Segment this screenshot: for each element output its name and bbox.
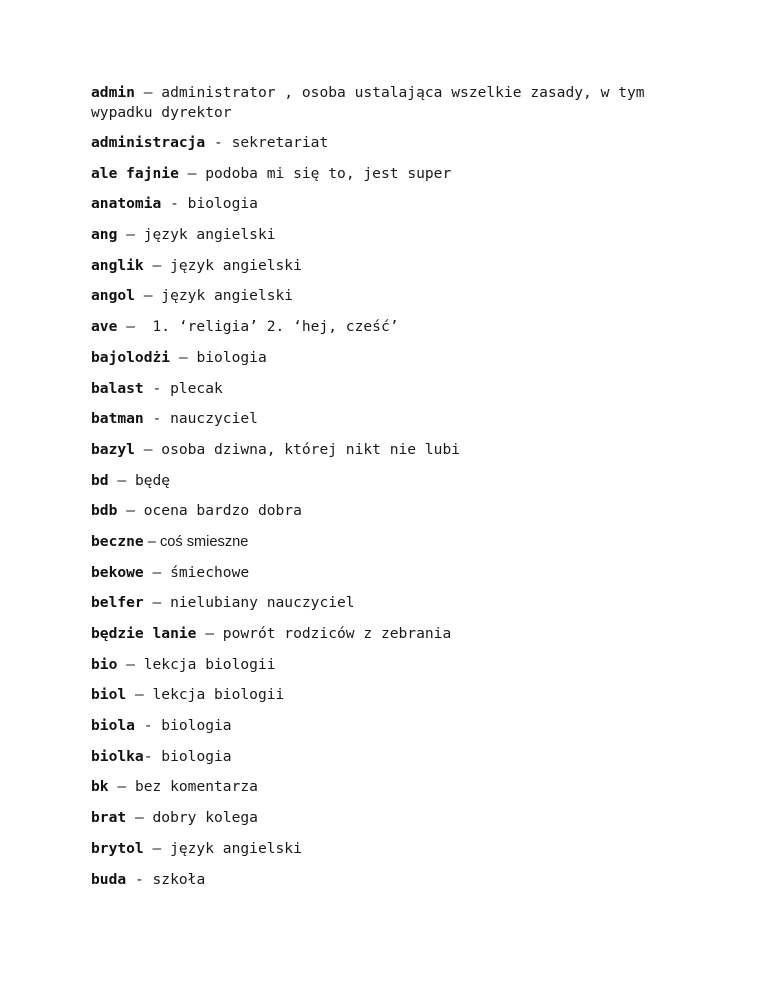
- entry-term: beczne: [91, 532, 144, 550]
- entry-definition: dobry kolega: [152, 809, 258, 827]
- entry-definition: śmiechowe: [170, 563, 250, 581]
- entry-separator: -: [134, 717, 162, 735]
- entry-separator: –: [143, 563, 171, 581]
- entry-term: belfer: [91, 594, 144, 612]
- entry-definition: będę: [134, 471, 171, 489]
- entry-term: anglik: [91, 256, 144, 274]
- glossary-entry: [91, 409, 691, 429]
- entry-separator: –: [117, 318, 144, 336]
- entry-separator: –: [117, 655, 144, 673]
- entry-separator: –: [143, 594, 171, 612]
- glossary-entry: [91, 532, 691, 552]
- entry-term: bdb: [91, 502, 118, 520]
- entry-separator: –: [134, 287, 162, 305]
- entry-definition: podoba mi się to, jest super: [205, 164, 452, 182]
- entry-term: buda: [91, 870, 127, 888]
- entry-term: bazyl: [91, 440, 135, 458]
- glossary-entry: [91, 133, 691, 153]
- glossary-entry: [91, 164, 691, 184]
- glossary-entry: [91, 808, 691, 828]
- entry-definition: ocena bardzo dobra: [143, 502, 302, 520]
- entry-definition: język angielski: [170, 839, 302, 857]
- entry-term: biola: [91, 717, 135, 735]
- entry-definition: biologia: [196, 348, 267, 366]
- glossary-entry: [91, 563, 691, 583]
- entry-term: balast: [91, 379, 144, 397]
- entry-separator: –: [117, 226, 144, 244]
- entry-term: brat: [91, 809, 127, 827]
- glossary-entry: [91, 317, 691, 337]
- entry-separator: –: [134, 84, 162, 101]
- entry-separator: –: [143, 839, 171, 857]
- entry-definition: język angielski: [161, 287, 294, 305]
- entry-term: administracja: [91, 134, 206, 151]
- entry-term: bajolodżi: [91, 348, 171, 366]
- glossary-entry: [91, 194, 691, 214]
- glossary-entry: [91, 685, 691, 705]
- entry-term: angol: [91, 287, 135, 305]
- entry-term: biol: [91, 686, 127, 704]
- entry-definition: bez komentarza: [134, 778, 258, 796]
- entry-term: ave: [91, 318, 118, 336]
- glossary-entry: [91, 839, 691, 859]
- entry-separator: –: [108, 778, 135, 796]
- glossary-entry: [91, 286, 691, 306]
- glossary-entry: [91, 501, 691, 521]
- entry-separator: –: [126, 686, 153, 704]
- entry-separator: -: [143, 379, 171, 397]
- entry-definition: szkoła: [152, 870, 206, 888]
- glossary-entry: [91, 225, 691, 245]
- glossary-entry: [91, 593, 691, 613]
- entry-definition: 1. ‘religia’ 2. ‘hej, cześć’: [143, 318, 399, 336]
- entry-separator: –: [117, 502, 144, 520]
- entry-definition: język angielski: [143, 226, 276, 244]
- entry-term: bk: [91, 778, 109, 796]
- entry-term: admin: [91, 84, 135, 101]
- entry-definition: biologia: [161, 717, 232, 735]
- entry-definition: administrator , osoba ustalająca wszelkie zasady, w tym wypadku dyrektor: [91, 84, 654, 121]
- entry-term: będzie lanie: [91, 625, 197, 642]
- entry-term: ang: [91, 226, 118, 244]
- entry-term: brytol: [91, 839, 144, 857]
- glossary-entry: [91, 348, 691, 368]
- entry-term: bekowe: [91, 563, 144, 581]
- entry-separator: –: [143, 256, 171, 274]
- glossary-entry: [91, 471, 691, 491]
- entry-separator: -: [126, 870, 153, 888]
- entry-definition: lekcja biologii: [143, 655, 276, 673]
- entry-definition: sekretariat: [231, 134, 329, 151]
- entry-term: bd: [91, 471, 109, 489]
- entry-separator: –: [134, 440, 162, 458]
- entry-definition: osoba dziwna, której nikt nie lubi: [161, 440, 461, 458]
- entry-definition: biologia: [161, 747, 232, 765]
- entry-definition: nielubiany nauczyciel: [170, 594, 355, 612]
- entry-term: anatomia: [91, 195, 162, 213]
- entry-definition: lekcja biologii: [152, 686, 285, 704]
- entry-definition: język angielski: [170, 256, 302, 274]
- entry-term: ale fajnie: [91, 164, 179, 182]
- glossary-entry: [91, 624, 691, 644]
- entry-definition: nauczyciel: [170, 410, 258, 428]
- entry-definition: plecak: [170, 379, 223, 397]
- entry-definition: coś smieszne: [159, 533, 249, 550]
- entry-separator: -: [205, 134, 232, 151]
- glossary-entry: [91, 379, 691, 399]
- entry-separator: -: [161, 195, 188, 213]
- entry-separator: –: [108, 471, 135, 489]
- entry-separator: –: [143, 533, 160, 550]
- glossary-entry: [91, 870, 691, 890]
- entry-definition: biologia: [187, 195, 258, 213]
- glossary-page: [91, 83, 691, 900]
- entry-separator: -: [143, 410, 171, 428]
- glossary-entry: [91, 655, 691, 675]
- entry-term: biolka: [91, 747, 144, 765]
- entry-separator: –: [178, 164, 206, 182]
- entry-separator: –: [196, 625, 223, 642]
- entry-separator: –: [170, 348, 197, 366]
- glossary-entry: [91, 440, 691, 460]
- entry-term: bio: [91, 655, 118, 673]
- entry-separator: –: [126, 809, 153, 827]
- entry-definition: powrót rodziców z zebrania: [222, 625, 452, 642]
- glossary-entry: [91, 716, 691, 736]
- glossary-entry: [91, 256, 691, 276]
- glossary-entry: [91, 747, 691, 767]
- entry-separator: -: [143, 747, 162, 765]
- glossary-entry: [91, 83, 691, 123]
- glossary-entry: [91, 777, 691, 797]
- entry-term: batman: [91, 410, 144, 428]
